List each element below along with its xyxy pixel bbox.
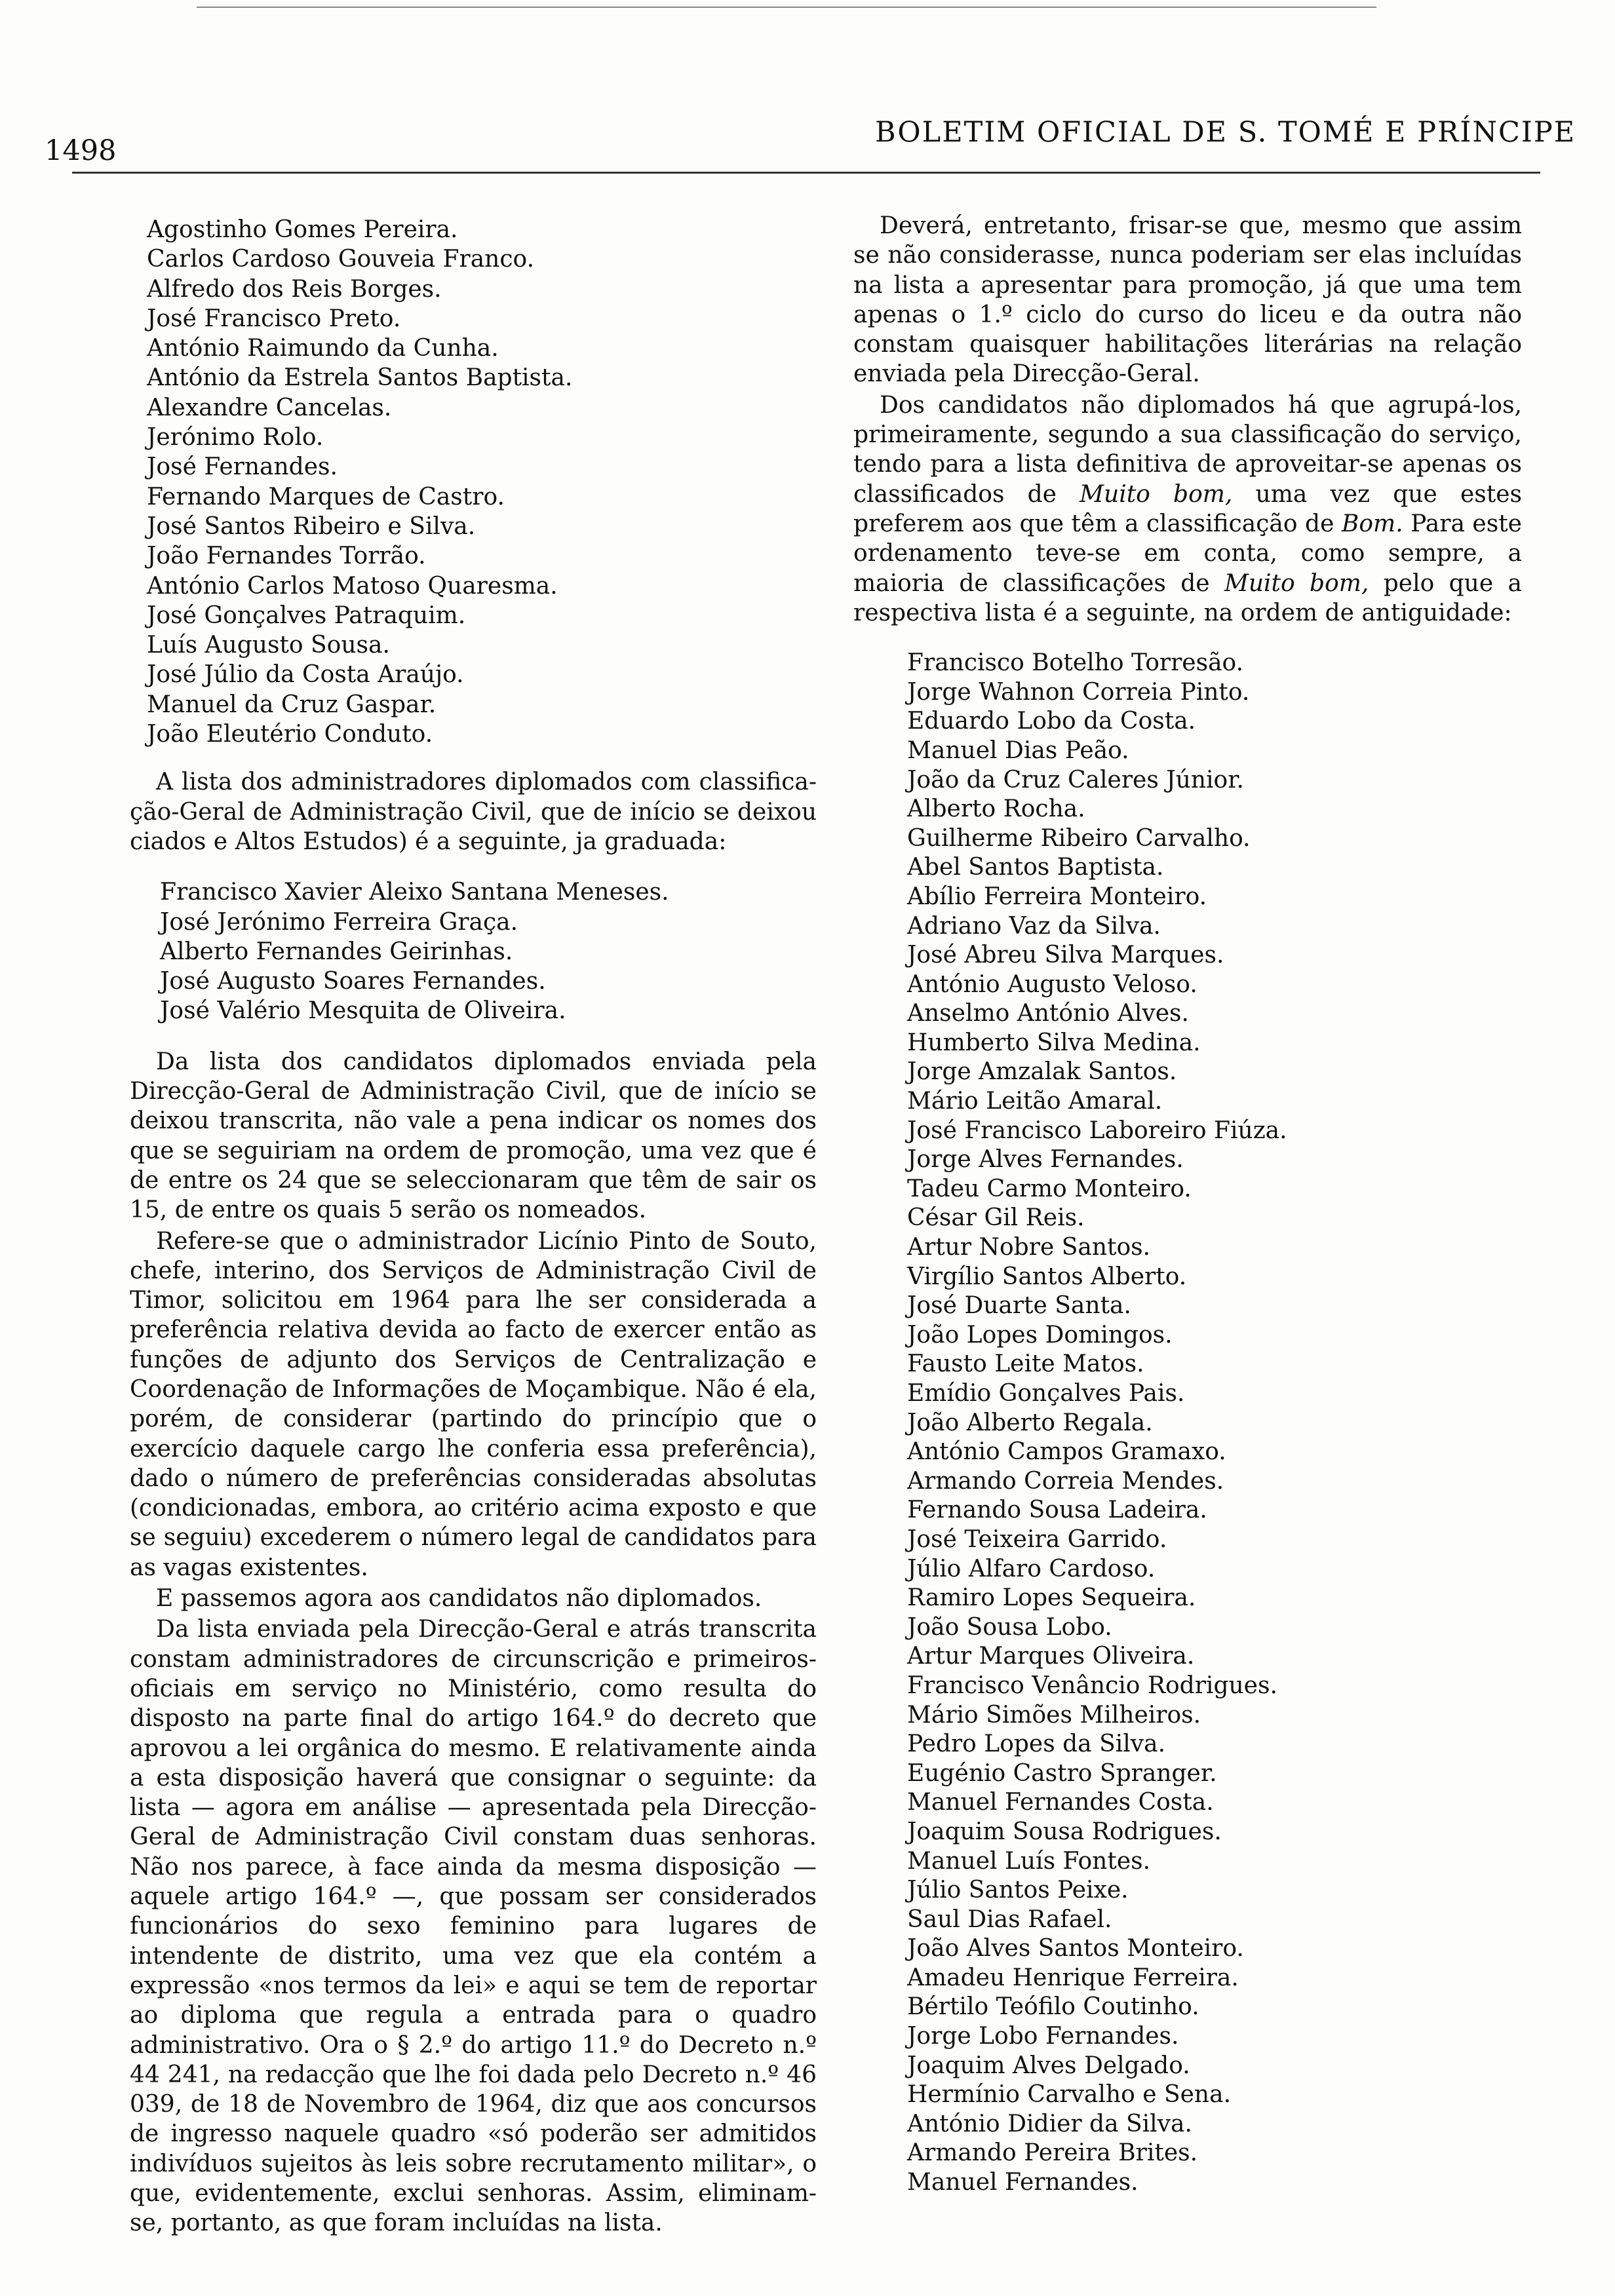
name-entry: Agostinho Gomes Pereira. bbox=[147, 216, 458, 243]
name-entry: Alberto Rocha. bbox=[907, 795, 1085, 823]
name-entry: Francisco Venâncio Rodrigues. bbox=[907, 1672, 1277, 1699]
name-entry: Carlos Cardoso Gouveia Franco. bbox=[147, 246, 535, 273]
name-entry: Guilherme Ribeiro Carvalho. bbox=[907, 824, 1251, 852]
name-entry: Amadeu Henrique Ferreira. bbox=[907, 1964, 1239, 1991]
paragraph-licinio: Refere-se que o administrador Licínio Pinto de Souto, chefe, interino, dos Serviços de Administração Civil de Timor, solicitou em 1964 para lhe ser considerada a preferência relativa devida ao facto de exercer então as funções de adjunto dos Serviços de Centralização e Coordenação de Informações de Moçambique. Não é ela, porém, de considerar (partindo do princípio que o exercício daquele cargo lhe conferia essa preferência), dado o número de preferências consideradas absolutas (condicionadas, embora, ao critério acima exposto e que se seguiu) excederem o número legal de candidatos para as vagas existentes. bbox=[130, 1227, 817, 1581]
name-entry: Eduardo Lobo da Costa. bbox=[907, 708, 1196, 735]
name-entry: José Francisco Laboreiro Fiúza. bbox=[907, 1117, 1287, 1144]
name-entry: António Raimundo da Cunha. bbox=[147, 335, 499, 362]
name-entry: Ramiro Lopes Sequeira. bbox=[907, 1584, 1196, 1612]
name-entry: Alexandre Cancelas. bbox=[147, 394, 392, 421]
name-entry: Hermínio Carvalho e Sena. bbox=[907, 2081, 1232, 2109]
text-segment: Para este ordenamento teve-se em conta, como sempre, a maioria de classificações de bbox=[853, 510, 1522, 597]
name-entry: Virgílio Santos Alberto. bbox=[907, 1263, 1187, 1290]
name-entry: Manuel da Cruz Gaspar. bbox=[147, 691, 437, 718]
name-entry: Fausto Leite Matos. bbox=[907, 1350, 1144, 1378]
name-entry: José Teixeira Garrido. bbox=[907, 1525, 1167, 1553]
name-entry: Alberto Fernandes Geirinhas. bbox=[160, 938, 513, 965]
left-column bbox=[130, 215, 817, 2238]
text-segment: Dos candidatos não diplomados há que agrupá-los, primeiramente, segundo a sua classificação do serviço, tendo para a lista definitiva de aproveitar-se apenas os classificados de bbox=[853, 391, 1522, 508]
name-entry: Emídio Gonçalves Pais. bbox=[907, 1380, 1185, 1407]
name-entry: Jorge Lobo Fernandes. bbox=[907, 2023, 1179, 2050]
name-entry: Fernando Marques de Castro. bbox=[147, 483, 505, 510]
paragraph-classificacao bbox=[853, 391, 1522, 628]
name-entry: Artur Marques Oliveira. bbox=[907, 1643, 1195, 1670]
name-entry: José Gonçalves Patraquim. bbox=[147, 602, 466, 629]
paragraph-senhoras: Da lista enviada pela Direcção-Geral e atrás transcrita constam administradores de circunscrição e primeiros-oficiais em serviço no Ministério, como resulta do disposto na parte final do artigo 164.º do decreto que aprovou a lei orgânica do mesmo. E relativamente ainda a esta disposição haverá que consignar o seguinte: da lista — agora em análise — apresentada pela Direcção-Geral de Administração Civil constam duas senhoras. Não nos parece, à face ainda da mesma disposição — aquele artigo 164.º —, que possam ser considerados funcionários do sexo feminino para lugares de intendente de distrito, uma vez que ela contém a expressão «nos termos da lei» e aqui se tem de reportar ao diploma que regula a entrada para o quadro administrativo. Ora o § 2.º do artigo 11.º do Decreto n.º 44 241, na redacção que lhe foi dada pelo Decreto n.º 46 039, de 18 de Novembro de 1964, diz que aos concursos de ingresso naquele quadro «só poderão ser admitidos indivíduos sujeitos às leis sobre recrutamento militar», o que, evidentemente, exclui senhoras. Assim, eliminam-se, portanto, as que foram incluídas na lista. bbox=[130, 1616, 817, 2237]
name-entry: João Fernandes Torrão. bbox=[147, 543, 426, 570]
name-entry: César Gil Reis. bbox=[907, 1204, 1085, 1232]
emphasis-muito-bom: Muito bom, bbox=[1080, 480, 1233, 508]
name-entry: Abel Santos Baptista. bbox=[907, 854, 1164, 881]
name-entry: Mário Leitão Amaral. bbox=[907, 1088, 1163, 1115]
name-entry: António Campos Gramaxo. bbox=[907, 1438, 1226, 1466]
name-entry: José Jerónimo Ferreira Graça. bbox=[160, 908, 518, 936]
name-entry: Tadeu Carmo Monteiro. bbox=[907, 1175, 1192, 1202]
name-entry: José Abreu Silva Marques. bbox=[907, 942, 1224, 969]
name-entry: Manuel Dias Peão. bbox=[907, 737, 1129, 764]
paragraph-diplomados-intro: A lista dos administradores diplomados com classifica-ção-Geral de Administração Civil, que de início se deixou ciados e Altos Estudos) é a seguinte, ja graduada: bbox=[130, 769, 817, 855]
name-entry: António da Estrela Santos Baptista. bbox=[147, 364, 573, 392]
name-entry: Joaquim Sousa Rodrigues. bbox=[907, 1818, 1222, 1845]
emphasis-muito-bom: Muito bom, bbox=[1224, 569, 1369, 597]
name-entry: João da Cruz Caleres Júnior. bbox=[907, 766, 1244, 794]
names-list-1 bbox=[130, 215, 817, 749]
name-entry: Mário Simões Milheiros. bbox=[907, 1701, 1201, 1729]
name-entry: José Valério Mesquita de Oliveira. bbox=[160, 997, 566, 1025]
scan-edge-line bbox=[197, 7, 1376, 8]
name-entry: João Alberto Regala. bbox=[907, 1409, 1153, 1436]
name-entry: Júlio Alfaro Cardoso. bbox=[907, 1555, 1156, 1582]
name-entry: Jorge Wahnon Correia Pinto. bbox=[907, 678, 1250, 706]
emphasis-bom: Bom. bbox=[1341, 510, 1403, 537]
name-entry: José Júlio da Costa Araújo. bbox=[147, 661, 464, 689]
name-entry: Alfredo dos Reis Borges. bbox=[147, 275, 442, 303]
name-entry: Armando Correia Mendes. bbox=[907, 1467, 1224, 1495]
name-entry: João Sousa Lobo. bbox=[907, 1613, 1112, 1641]
name-entry: Armando Pereira Brites. bbox=[907, 2139, 1198, 2167]
name-entry: Júlio Santos Peixe. bbox=[907, 1877, 1129, 1904]
name-entry: Humberto Silva Medina. bbox=[907, 1029, 1201, 1056]
name-entry: Artur Nobre Santos. bbox=[907, 1234, 1151, 1261]
name-entry: Jorge Amzalak Santos. bbox=[907, 1058, 1177, 1086]
paragraph-habilitacoes: Deverá, entretanto, frisar-se que, mesmo que assim se não considerasse, nunca poderiam ser elas incluídas na lista a apresentar para promoção, já que uma tem apenas o 1.º ciclo do curso do liceu e da outra não constam quaisquer habilitações literárias na relação enviada pela Direcção-Geral. bbox=[853, 212, 1522, 388]
right-column bbox=[853, 211, 1522, 2198]
name-entry: Adriano Vaz da Silva. bbox=[907, 912, 1161, 940]
name-entry: José Fernandes. bbox=[147, 453, 338, 481]
name-entry: Manuel Fernandes. bbox=[907, 2169, 1138, 2196]
name-entry: António Augusto Veloso. bbox=[907, 970, 1197, 998]
name-entry: Luís Augusto Sousa. bbox=[147, 632, 390, 659]
name-entry: João Lopes Domingos. bbox=[907, 1321, 1173, 1349]
name-entry: Francisco Botelho Torresão. bbox=[907, 649, 1244, 677]
name-entry: Pedro Lopes da Silva. bbox=[907, 1731, 1166, 1758]
name-entry: Joaquim Alves Delgado. bbox=[907, 2052, 1190, 2079]
name-entry: José Francisco Preto. bbox=[147, 305, 401, 332]
name-entry: Manuel Fernandes Costa. bbox=[907, 1789, 1214, 1816]
name-entry: Jerónimo Rolo. bbox=[147, 424, 324, 451]
page-number: 1498 bbox=[45, 134, 117, 167]
name-entry: Abílio Ferreira Monteiro. bbox=[907, 883, 1207, 910]
name-entry: Jorge Alves Fernandes. bbox=[907, 1146, 1184, 1174]
text-segment: pelo que a respectiva lista é a seguinte, na ordem de antiguidade: bbox=[853, 569, 1522, 626]
running-title: BOLETIM OFICIAL DE S. TOMÉ E PRÍNCIPE bbox=[875, 116, 1576, 149]
names-list-2 bbox=[130, 877, 817, 1025]
name-entry: Anselmo António Alves. bbox=[907, 1000, 1189, 1027]
names-list-3 bbox=[853, 649, 1522, 2197]
name-entry: Eugénio Castro Spranger. bbox=[907, 1759, 1217, 1787]
name-entry: Manuel Luís Fontes. bbox=[907, 1847, 1151, 1875]
name-entry: Francisco Xavier Aleixo Santana Meneses. bbox=[160, 879, 669, 906]
name-entry: Bértilo Teófilo Coutinho. bbox=[907, 1993, 1199, 2021]
paragraph-nao-diplomados: E passemos agora aos candidatos não diplomados. bbox=[156, 1585, 762, 1613]
name-entry: João Eleutério Conduto. bbox=[147, 721, 433, 748]
name-entry: João Alves Santos Monteiro. bbox=[907, 1935, 1244, 1962]
text-segment: uma vez que estes preferem aos que têm a classificação de bbox=[853, 480, 1522, 537]
paragraph-lista-candidatos: Da lista dos candidatos diplomados enviada pela Direcção-Geral de Administração Civil, que de início se deixou transcrita, não vale a pena indicar os nomes dos que se seguiriam na ordem de promoção, uma vez que é de entre os 24 que se seleccionaram que têm de sair os 15, de entre os quais 5 serão os nomeados. bbox=[130, 1048, 817, 1224]
name-entry: António Didier da Silva. bbox=[907, 2110, 1192, 2137]
name-entry: José Santos Ribeiro e Silva. bbox=[147, 512, 476, 540]
name-entry: José Augusto Soares Fernandes. bbox=[160, 968, 546, 995]
header-rule bbox=[72, 172, 1540, 174]
name-entry: José Duarte Santa. bbox=[907, 1292, 1131, 1320]
name-entry: Saul Dias Rafael. bbox=[907, 1905, 1112, 1933]
name-entry: Fernando Sousa Ladeira. bbox=[907, 1497, 1207, 1524]
name-entry: António Carlos Matoso Quaresma. bbox=[147, 572, 558, 600]
